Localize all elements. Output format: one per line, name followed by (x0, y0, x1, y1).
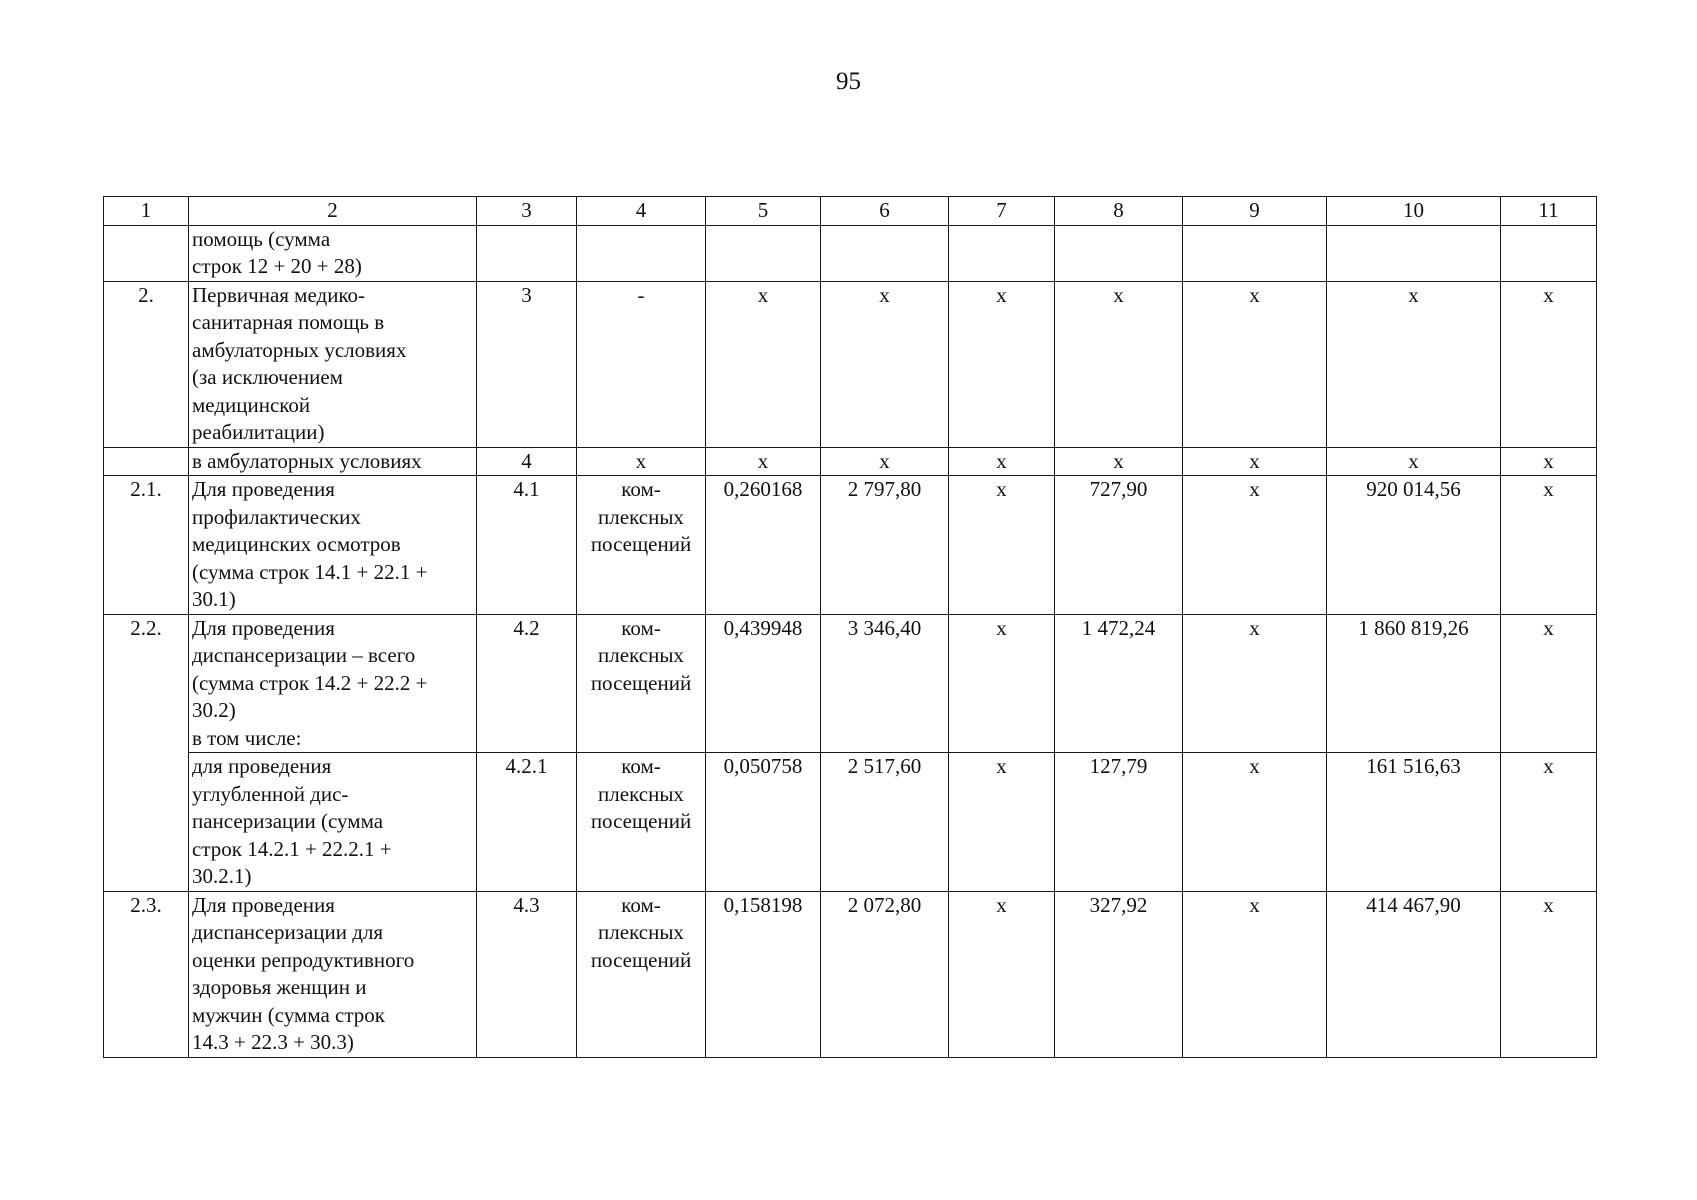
cell-col-7: x (949, 891, 1055, 1057)
cell-col-10 (1327, 225, 1501, 281)
cell-col-9: x (1183, 753, 1327, 892)
cell-col-11 (1501, 225, 1597, 281)
cell-col-9: x (1183, 614, 1327, 753)
cell-col-7: x (949, 476, 1055, 615)
column-number-1: 1 (104, 197, 189, 226)
page-number: 95 (836, 68, 861, 95)
cell-col-5: 0,158198 (706, 891, 821, 1057)
cell-col-4: ком- плексных посещений (577, 753, 706, 892)
cell-col-1 (104, 447, 189, 476)
cell-col-8: x (1055, 281, 1183, 447)
cell-col-10: 920 014,56 (1327, 476, 1501, 615)
cell-col-10: 414 467,90 (1327, 891, 1501, 1057)
column-number-10: 10 (1327, 197, 1501, 226)
cell-col-6: 3 346,40 (821, 614, 949, 753)
cell-col-6 (821, 225, 949, 281)
cell-col-8: 727,90 (1055, 476, 1183, 615)
cell-col-8: 127,79 (1055, 753, 1183, 892)
cell-col-3: 4.2 (477, 614, 577, 753)
cell-col-1 (104, 225, 189, 281)
cell-col-5: 0,050758 (706, 753, 821, 892)
column-number-9: 9 (1183, 197, 1327, 226)
cell-col-11: x (1501, 447, 1597, 476)
cell-col-11: x (1501, 753, 1597, 892)
cell-col-10: 161 516,63 (1327, 753, 1501, 892)
column-number-4: 4 (577, 197, 706, 226)
cell-col-2: Для проведения диспансеризации для оценки репродуктивного здоровья женщин и мужчин (сумма строк 14.3 + 22.3 + 30.3) (189, 891, 477, 1057)
cell-col-7: x (949, 753, 1055, 892)
column-number-5: 5 (706, 197, 821, 226)
cell-col-9: x (1183, 476, 1327, 615)
cell-col-3: 4.2.1 (477, 753, 577, 892)
cell-col-7: x (949, 614, 1055, 753)
cell-col-10: 1 860 819,26 (1327, 614, 1501, 753)
cell-col-1: 2. (104, 281, 189, 447)
column-number-row (104, 197, 1597, 226)
cell-col-9: x (1183, 281, 1327, 447)
cell-col-5 (706, 225, 821, 281)
table-row (104, 225, 1597, 281)
cell-col-2: в амбулаторных условиях (189, 447, 477, 476)
cell-col-7 (949, 225, 1055, 281)
cell-col-8: 327,92 (1055, 891, 1183, 1057)
table-row (104, 281, 1597, 447)
column-number-6: 6 (821, 197, 949, 226)
column-number-2: 2 (189, 197, 477, 226)
cell-col-6: 2 797,80 (821, 476, 949, 615)
cell-col-9: x (1183, 891, 1327, 1057)
cell-col-1: 2.1. (104, 476, 189, 615)
cell-col-1: 2.3. (104, 891, 189, 1057)
cell-col-5: 0,260168 (706, 476, 821, 615)
column-number-8: 8 (1055, 197, 1183, 226)
cell-col-9: x (1183, 447, 1327, 476)
cell-col-4 (577, 225, 706, 281)
cell-col-2: Первичная медико- санитарная помощь в амбулаторных условиях (за исключением медицинской реабилитации) (189, 281, 477, 447)
cell-col-7: x (949, 447, 1055, 476)
cell-col-2: Для проведения профилактических медицинских осмотров (сумма строк 14.1 + 22.1 + 30.1) (189, 476, 477, 615)
cell-col-5: x (706, 447, 821, 476)
cell-col-5: 0,439948 (706, 614, 821, 753)
table-row (104, 891, 1597, 1057)
table-row (104, 753, 1597, 892)
cell-col-3 (477, 225, 577, 281)
cell-col-4: ком- плексных посещений (577, 891, 706, 1057)
cell-col-6: 2 072,80 (821, 891, 949, 1057)
cell-col-3: 3 (477, 281, 577, 447)
cell-col-6: x (821, 281, 949, 447)
cell-col-10: x (1327, 447, 1501, 476)
cell-col-8: x (1055, 447, 1183, 476)
cell-col-4: ком- плексных посещений (577, 476, 706, 615)
cell-col-1: 2.2. (104, 614, 189, 891)
cell-col-2: Для проведения диспансеризации – всего (сумма строк 14.2 + 22.2 + 30.2) в том числе: (189, 614, 477, 753)
cell-col-6: x (821, 447, 949, 476)
cell-col-11: x (1501, 891, 1597, 1057)
column-number-7: 7 (949, 197, 1055, 226)
cell-col-8: 1 472,24 (1055, 614, 1183, 753)
cell-col-7: x (949, 281, 1055, 447)
table-body (104, 197, 1597, 1058)
cell-col-3: 4.3 (477, 891, 577, 1057)
cell-col-5: x (706, 281, 821, 447)
column-number-3: 3 (477, 197, 577, 226)
cell-col-3: 4.1 (477, 476, 577, 615)
cell-col-2: помощь (сумма строк 12 + 20 + 28) (189, 225, 477, 281)
cell-col-11: x (1501, 476, 1597, 615)
cell-col-8 (1055, 225, 1183, 281)
cell-col-3: 4 (477, 447, 577, 476)
cell-col-10: x (1327, 281, 1501, 447)
column-number-11: 11 (1501, 197, 1597, 226)
table-row (104, 476, 1597, 615)
table-row (104, 614, 1597, 753)
cell-col-4: ком- плексных посещений (577, 614, 706, 753)
cell-col-11: x (1501, 614, 1597, 753)
data-table (103, 196, 1597, 1058)
cell-col-2: для проведения углубленной дис- пансеризации (сумма строк 14.2.1 + 22.2.1 + 30.2.1) (189, 753, 477, 892)
table-row (104, 447, 1597, 476)
cell-col-6: 2 517,60 (821, 753, 949, 892)
cell-col-9 (1183, 225, 1327, 281)
cell-col-4: - (577, 281, 706, 447)
cell-col-4: x (577, 447, 706, 476)
cell-col-11: x (1501, 281, 1597, 447)
